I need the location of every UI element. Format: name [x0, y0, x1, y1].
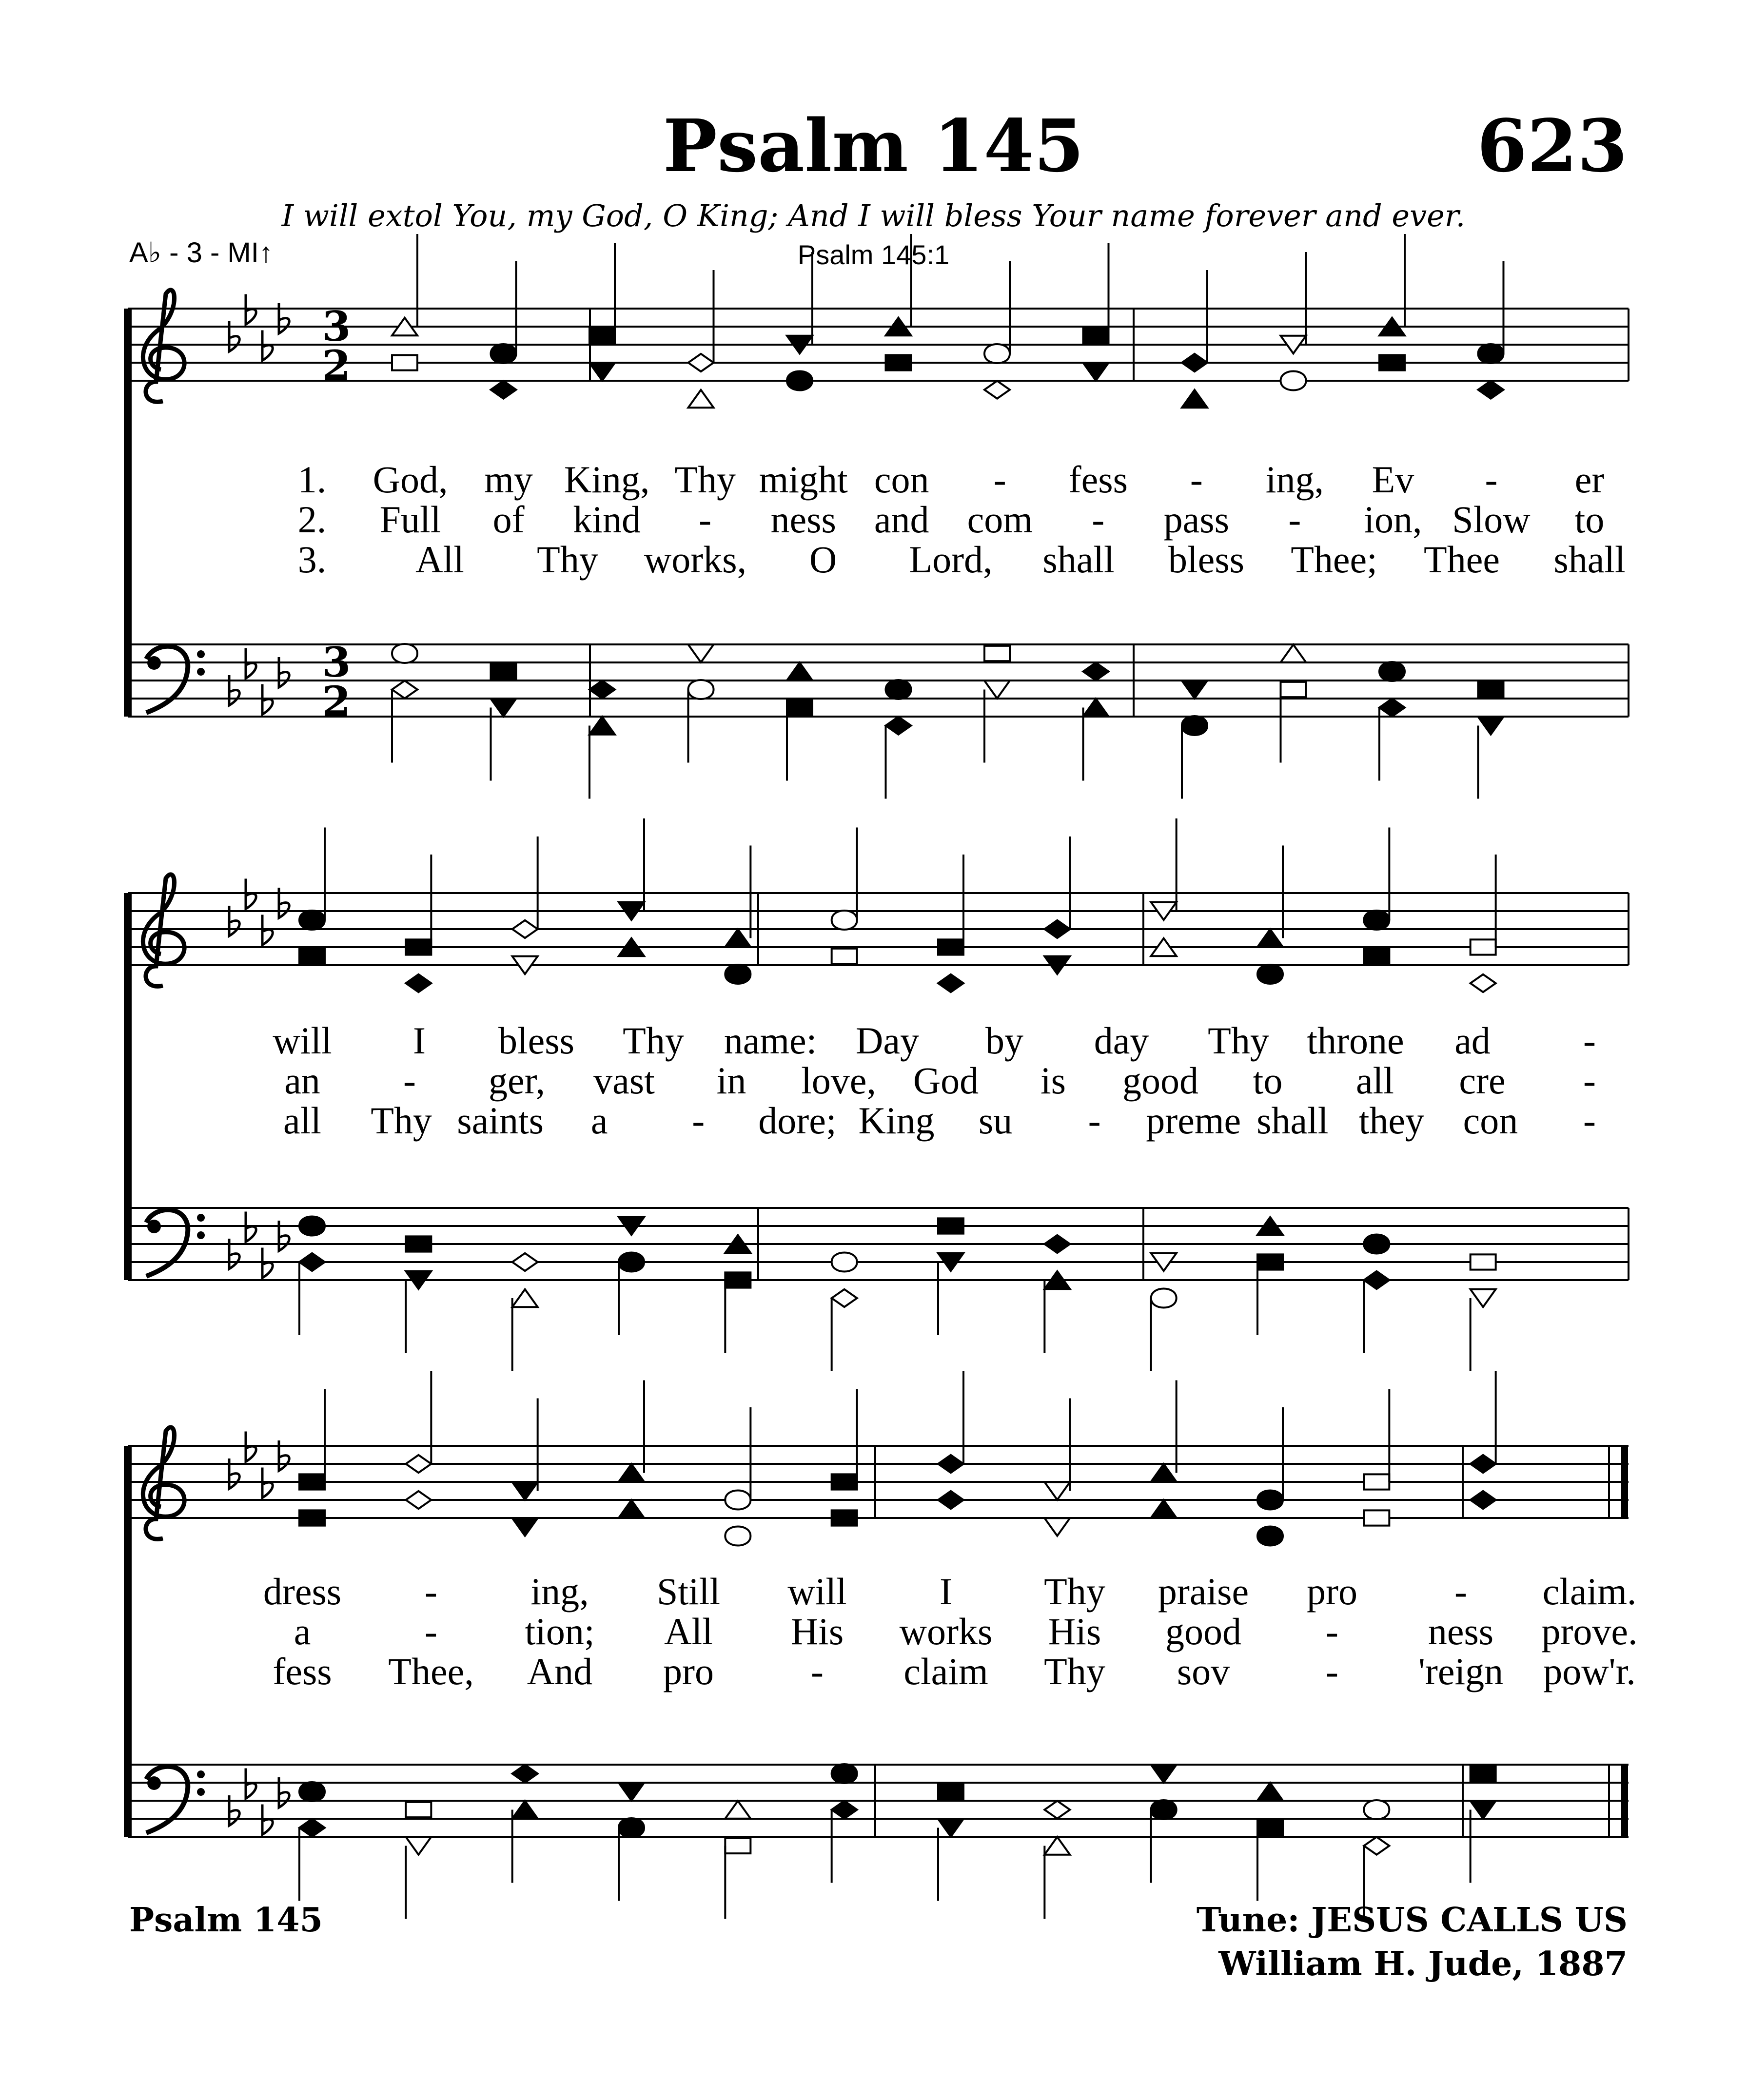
system-1-treble-soprano-11-notehead — [1478, 344, 1504, 363]
system-3-treble-flat-icon — [246, 1432, 256, 1462]
lyric-syllable: they — [1358, 1099, 1424, 1142]
system-2-treble-alto-10-notehead — [1364, 949, 1389, 964]
lyric-syllable: shall — [1256, 1099, 1329, 1142]
lyric-syllable: su — [978, 1099, 1013, 1142]
system-2-treble-soprano-4-notehead — [725, 929, 750, 947]
lyric-syllable: - — [1092, 498, 1105, 541]
hymn-number: 623 — [1477, 103, 1628, 188]
lyric-syllable: O — [809, 538, 837, 581]
scripture-reference: Psalm 145:1 — [797, 239, 950, 270]
lyric-syllable: is — [1040, 1059, 1066, 1102]
lyric-syllable: tion; — [525, 1610, 595, 1653]
system-3-bass-tenor-5-notehead — [832, 1764, 857, 1783]
system-2-bass-flat-icon — [262, 1248, 273, 1278]
treble-clef-icon — [143, 290, 184, 402]
lyric-syllable: good — [1122, 1059, 1198, 1102]
system-1-treble-soprano-6-notehead — [984, 344, 1010, 363]
system-3-treble-soprano-9-notehead — [1257, 1491, 1283, 1510]
lyric-syllable: praise — [1158, 1570, 1249, 1613]
system-3-treble-alto-3-notehead — [619, 1500, 644, 1517]
system-2-bass-bass-8-notehead — [1151, 1289, 1177, 1308]
system-1-bass-bass-0-notehead — [392, 681, 417, 698]
system-3-bass-flat-icon — [262, 1805, 273, 1835]
system-3-bass-tenor-7-notehead — [1044, 1801, 1070, 1818]
system-2-treble-alto-6-notehead — [938, 974, 963, 992]
system-2-treble-flat-icon — [262, 915, 273, 945]
lyric-syllable: God — [913, 1059, 979, 1102]
system-3-treble-soprano-2-notehead — [512, 1482, 538, 1499]
system-2-treble-soprano-9-notehead — [1257, 929, 1283, 947]
system-3-treble-soprano-1-notehead — [406, 1455, 431, 1473]
lyric-syllable: pro — [663, 1650, 714, 1692]
system-3-bass-bass-8-notehead — [1151, 1800, 1177, 1819]
footer-composer: William H. Jude, 1887 — [1218, 1944, 1628, 1983]
system-2-bass-bass-10-notehead — [1364, 1271, 1389, 1289]
system-2-bass-bass-2-notehead — [512, 1289, 538, 1307]
lyric-syllable: by — [985, 1019, 1023, 1062]
lyric-syllable: - — [1583, 1099, 1596, 1142]
system-2-bass-tenor-0-notehead — [299, 1217, 325, 1236]
lyric-syllable: shall — [1553, 538, 1626, 581]
lyric-syllable: and — [874, 498, 929, 541]
lyric-syllable: cre — [1459, 1059, 1506, 1102]
system-2-treble-soprano-10-notehead — [1364, 911, 1389, 930]
bass-clef-dot-icon — [197, 1231, 205, 1239]
system-1-bass-tenor-5-notehead — [886, 680, 911, 699]
footer-text-source: Psalm 145 — [129, 1901, 323, 1940]
system-3-treble-alto-10-notehead — [1364, 1510, 1389, 1525]
system-3-treble-alto-1-notehead — [406, 1491, 431, 1509]
lyric-syllable: con — [1463, 1099, 1518, 1142]
lyric-syllable: in — [716, 1059, 746, 1102]
system-1-treble-soprano-2-notehead — [589, 328, 615, 343]
lyric-syllable: 3. — [297, 538, 327, 581]
system-3-bass-bass-6-notehead — [938, 1819, 963, 1836]
system-1-treble-alto-5-notehead — [886, 355, 911, 370]
system-1-treble-alto-7-notehead — [1083, 363, 1109, 380]
system-3-treble-alto-0-notehead — [299, 1510, 325, 1525]
lyric-syllable: - — [811, 1650, 824, 1692]
lyric-syllable: prove. — [1541, 1610, 1638, 1653]
footer-tune: Tune: JESUS CALLS US — [1196, 1901, 1628, 1940]
treble-clef-icon — [143, 875, 184, 986]
system-3-bass-tenor-6-notehead — [938, 1784, 963, 1799]
lyric-syllable: Thy — [371, 1099, 432, 1142]
lyric-syllable: vast — [593, 1059, 655, 1102]
system-3-bass-tenor-3-notehead — [619, 1783, 644, 1800]
lyric-syllable: works — [899, 1610, 993, 1653]
system-3-treble-alto-2-notehead — [512, 1518, 538, 1536]
system-1-treble-alto-8-notehead — [1182, 390, 1207, 408]
lyric-syllable: His — [790, 1610, 844, 1653]
system-3-treble-flat-icon — [262, 1468, 273, 1498]
lyric-syllable: sov — [1177, 1650, 1230, 1692]
lyric-syllable: God, — [373, 458, 448, 501]
system-2-bass-bass-11-notehead — [1471, 1289, 1496, 1307]
system-1-bass-bass-11-notehead — [1478, 717, 1504, 734]
system-2-bass-bass-0-notehead — [299, 1253, 325, 1271]
system-1-bass-bass-1-notehead — [491, 699, 516, 716]
system-3-bass-bass-3-notehead — [619, 1818, 644, 1837]
system-3-treble-soprano-7-notehead — [1044, 1482, 1070, 1499]
key-info: A♭ - 3 - MI↑ — [129, 237, 273, 269]
lyric-syllable: pro — [1307, 1570, 1357, 1613]
lyric-syllable: pass — [1163, 498, 1230, 541]
bass-clef-icon — [146, 1767, 188, 1833]
system-1-bass-bass-8-notehead — [1182, 716, 1207, 735]
lyric-syllable: 2. — [297, 498, 327, 541]
system-1-treble-soprano-7-notehead — [1083, 328, 1109, 343]
lyric-syllable: all — [283, 1099, 321, 1142]
system-1-treble-soprano-1-notehead — [491, 344, 516, 363]
system-2-bass-bass-4-notehead — [725, 1272, 750, 1287]
lyric-syllable: com — [967, 498, 1033, 541]
system-1-bass-tenor-4-notehead — [787, 662, 812, 680]
system-1-bass-bass-7-notehead — [1083, 699, 1109, 716]
system-3-bass-tenor-9-notehead — [1257, 1783, 1283, 1800]
system-1-bass-bass-5-notehead — [886, 717, 911, 734]
system-3-treble-alto-5-notehead — [832, 1510, 857, 1525]
system-2-treble-soprano-2-notehead — [512, 920, 538, 938]
system-1-bass-flat-icon — [246, 648, 256, 679]
system-3-bass-bass-9-notehead — [1257, 1820, 1283, 1835]
system-1-bass-tenor-0-notehead — [392, 644, 417, 663]
lyric-syllable: preme — [1146, 1099, 1241, 1142]
lyric-syllable: Thy — [1208, 1019, 1269, 1062]
lyric-syllable: And — [527, 1650, 593, 1692]
system-3-treble-soprano-5-notehead — [832, 1474, 857, 1489]
system-3-treble-alto-11-notehead — [1471, 1491, 1496, 1509]
system-3-treble-soprano-3-notehead — [619, 1464, 644, 1481]
lyric-syllable: a — [590, 1099, 608, 1142]
system-1-treble-alto-11-notehead — [1478, 381, 1504, 398]
bass-clef-dot-icon — [147, 1220, 161, 1233]
system-3-bass-bass-10-notehead — [1364, 1837, 1389, 1854]
lyric-syllable: all — [1356, 1059, 1394, 1102]
system-3-bass-bass-4-notehead — [725, 1838, 750, 1853]
system-1-treble-alto-0-notehead — [392, 355, 417, 370]
system-3-bass-tenor-4-notehead — [725, 1801, 750, 1818]
lyric-syllable: Thy — [1044, 1650, 1105, 1692]
system-1-bass-tenor-2-notehead — [589, 681, 615, 698]
system-1-treble-time-numerator: 3 — [322, 302, 351, 350]
system-3-bass-bass-5-notehead — [832, 1801, 857, 1818]
lyric-syllable: love, — [801, 1059, 876, 1102]
lyric-syllable: 1. — [297, 458, 327, 501]
lyric-syllable: Thee; — [1291, 538, 1377, 581]
lyric-syllable: to — [1574, 498, 1605, 541]
system-2-bass-bass-5-notehead — [832, 1289, 857, 1307]
system-2-treble-alto-0-notehead — [299, 949, 325, 964]
lyric-syllable: - — [1326, 1610, 1338, 1653]
lyric-syllable: - — [1454, 1570, 1467, 1613]
system-1-bass-tenor-1-notehead — [491, 664, 516, 679]
bass-clef-icon — [146, 1210, 188, 1276]
lyric-syllable: - — [1485, 458, 1498, 501]
system-2-treble-flat-icon — [246, 879, 256, 909]
treble-clef-icon — [143, 1427, 184, 1539]
lyric-syllable: fess — [1068, 458, 1128, 501]
system-3-bass-bass-7-notehead — [1044, 1837, 1070, 1854]
lyric-syllable: I — [413, 1019, 426, 1062]
lyric-syllable: claim. — [1542, 1570, 1637, 1613]
lyric-syllable: my — [484, 458, 533, 501]
bass-clef-dot-icon — [197, 650, 205, 658]
lyric-syllable: Thy — [1044, 1570, 1105, 1613]
system-3-treble-alto-6-notehead — [938, 1491, 963, 1509]
lyric-syllable: a — [294, 1610, 311, 1653]
lyric-syllable: Thee, — [388, 1650, 474, 1692]
lyric-syllable: ing, — [1265, 458, 1324, 501]
system-2-bass-tenor-11-notehead — [1471, 1254, 1496, 1269]
lyric-syllable: ion, — [1364, 498, 1422, 541]
system-3-treble-soprano-8-notehead — [1151, 1464, 1177, 1481]
lyric-syllable: All — [664, 1610, 713, 1653]
system-2-treble-alto-11-notehead — [1471, 974, 1496, 992]
system-3-bass-tenor-11-notehead — [1471, 1766, 1496, 1781]
lyric-syllable: - — [699, 498, 712, 541]
lyric-syllable: an — [284, 1059, 320, 1102]
system-3-treble-alto-8-notehead — [1151, 1500, 1177, 1517]
lyric-syllable: I — [940, 1570, 952, 1613]
lyric-syllable: Thy — [537, 538, 598, 581]
lyric-syllable: will — [787, 1570, 847, 1613]
lyric-syllable: ing, — [530, 1570, 589, 1613]
system-1-bass-bass-10-notehead — [1379, 699, 1405, 716]
lyric-syllable: Thee — [1424, 538, 1500, 581]
system-2-treble-soprano-11-notehead — [1471, 939, 1496, 954]
system-1-treble-alto-10-notehead — [1379, 355, 1405, 370]
system-2-bass-flat-icon — [246, 1212, 256, 1242]
lyric-syllable: will — [273, 1019, 332, 1062]
lyric-syllable: 'reign — [1418, 1650, 1504, 1692]
system-3-treble-soprano-4-notehead — [725, 1491, 750, 1510]
system-2-treble-soprano-7-notehead — [1044, 920, 1070, 938]
system-3-bass-tenor-1-notehead — [406, 1802, 431, 1817]
system-3-bass-tenor-8-notehead — [1151, 1765, 1177, 1782]
system-1-bass-bass-3-notehead — [688, 680, 714, 699]
lyric-syllable: name: — [724, 1019, 817, 1062]
lyric-syllable: saints — [457, 1099, 544, 1142]
system-1-bass-bass-4-notehead — [787, 700, 812, 715]
system-3-bass-bass-1-notehead — [406, 1837, 431, 1854]
lyric-syllable: claim — [903, 1650, 988, 1692]
lyric-syllable: - — [1583, 1059, 1596, 1102]
lyric-syllable: Day — [856, 1019, 919, 1062]
system-1-bass-tenor-10-notehead — [1379, 662, 1405, 681]
lyric-syllable: might — [759, 458, 848, 501]
lyric-syllable: Still — [656, 1570, 721, 1613]
system-1-bass-tenor-7-notehead — [1083, 662, 1109, 680]
lyric-syllable: - — [692, 1099, 705, 1142]
system-3-treble-soprano-6-notehead — [938, 1455, 963, 1473]
bass-clef-dot-icon — [197, 668, 205, 676]
system-3-bass-tenor-10-notehead — [1364, 1800, 1389, 1819]
system-1-bass-tenor-9-notehead — [1281, 644, 1306, 662]
lyric-syllable: shall — [1042, 538, 1115, 581]
system-1-bass-time-numerator: 3 — [322, 638, 351, 686]
lyric-syllable: throne — [1307, 1019, 1404, 1062]
system-1-bass-tenor-8-notehead — [1182, 681, 1207, 698]
lyric-syllable: bless — [1168, 538, 1244, 581]
system-2-bass-tenor-7-notehead — [1044, 1235, 1070, 1253]
system-3-treble-soprano-0-notehead — [299, 1474, 325, 1489]
system-1-bass-bass-2-notehead — [589, 717, 615, 734]
lyric-syllable: - — [425, 1610, 437, 1653]
system-2-bass-tenor-5-notehead — [832, 1253, 857, 1272]
lyric-syllable: er — [1574, 458, 1605, 501]
lyric-syllable: of — [492, 498, 525, 541]
bass-clef-icon — [146, 646, 188, 713]
lyric-syllable: works, — [644, 538, 747, 581]
system-1-treble-time-denominator: 2 — [322, 341, 351, 389]
bass-clef-dot-icon — [197, 1214, 205, 1222]
system-3-treble-alto-9-notehead — [1257, 1527, 1283, 1546]
system-3-treble-alto-4-notehead — [725, 1527, 750, 1546]
lyric-syllable: ness — [1428, 1610, 1494, 1653]
system-3-bass-bass-0-notehead — [299, 1819, 325, 1836]
system-1-treble-alto-2-notehead — [589, 363, 615, 380]
system-1-treble-flat-icon — [262, 331, 273, 361]
system-1-bass-flat-icon — [262, 684, 273, 715]
lyric-syllable: Ev — [1372, 458, 1414, 501]
system-1-bass-bass-6-notehead — [984, 681, 1010, 698]
system-1-bass-tenor-11-notehead — [1478, 682, 1504, 697]
bass-clef-dot-icon — [197, 1788, 205, 1796]
lyric-syllable: Slow — [1452, 498, 1531, 541]
system-2-treble-soprano-0-notehead — [299, 911, 325, 930]
lyric-syllable: ad — [1454, 1019, 1491, 1062]
system-1-treble-alto-3-notehead — [688, 390, 714, 408]
lyric-syllable: to — [1253, 1059, 1283, 1102]
system-1-treble-alto-4-notehead — [787, 371, 812, 390]
system-1-bass-tenor-3-notehead — [688, 644, 714, 662]
system-2-bass-tenor-2-notehead — [512, 1253, 538, 1271]
system-2-treble-soprano-5-notehead — [832, 911, 857, 930]
system-3-treble-soprano-11-notehead — [1471, 1455, 1496, 1473]
lyric-syllable: - — [1326, 1650, 1338, 1692]
system-3-bass-tenor-2-notehead — [512, 1765, 538, 1782]
system-1-bass-tenor-6-notehead — [984, 646, 1010, 661]
system-3-treble-soprano-10-notehead — [1364, 1474, 1389, 1489]
lyric-syllable: - — [425, 1570, 437, 1613]
lyric-syllable: fess — [273, 1650, 332, 1692]
lyric-syllable: His — [1048, 1610, 1101, 1653]
system-1-treble-soprano-3-notehead — [688, 354, 714, 371]
lyric-syllable: Thy — [623, 1019, 684, 1062]
system-2-treble-soprano-1-notehead — [406, 939, 431, 954]
lyric-syllable: day — [1094, 1019, 1149, 1062]
system-1-treble-flat-icon — [246, 294, 256, 325]
lyric-syllable: Lord, — [909, 538, 993, 581]
system-1-treble-alto-9-notehead — [1281, 371, 1306, 390]
system-2-treble-alto-9-notehead — [1257, 965, 1283, 984]
lyric-syllable: ness — [770, 498, 836, 541]
system-3-bass-tenor-0-notehead — [299, 1782, 325, 1801]
system-2-bass-bass-3-notehead — [619, 1253, 644, 1272]
system-2-bass-tenor-6-notehead — [938, 1218, 963, 1233]
system-1-treble-soprano-8-notehead — [1182, 354, 1207, 371]
lyric-syllable: bless — [498, 1019, 574, 1062]
lyric-syllable: - — [403, 1059, 416, 1102]
bass-clef-dot-icon — [197, 1770, 205, 1778]
system-3-treble-alto-7-notehead — [1044, 1518, 1070, 1536]
system-1-bass-bass-9-notehead — [1281, 682, 1306, 697]
lyric-syllable: dress — [263, 1570, 342, 1613]
system-2-treble-alto-5-notehead — [832, 949, 857, 964]
system-2-treble-alto-4-notehead — [725, 965, 750, 984]
lyric-syllable: - — [1288, 498, 1301, 541]
lyric-syllable: Full — [379, 498, 441, 541]
lyric-syllable: King, — [564, 458, 650, 501]
system-2-bass-bass-9-notehead — [1257, 1254, 1283, 1269]
epigraph: I will extol You, my God, O King; And I will bless Your name forever and ever. — [281, 198, 1466, 233]
system-1-treble-alto-1-notehead — [491, 381, 516, 398]
bass-clef-dot-icon — [147, 1776, 161, 1790]
lyric-syllable: kind — [573, 498, 641, 541]
system-2-treble-soprano-6-notehead — [938, 939, 963, 954]
bass-clef-dot-icon — [147, 656, 161, 670]
system-3-bass-flat-icon — [246, 1769, 256, 1799]
system-1-bass-time-denominator: 2 — [322, 677, 351, 725]
lyric-syllable: All — [415, 538, 464, 581]
lyric-syllable: ger, — [489, 1059, 545, 1102]
system-2-treble-alto-1-notehead — [406, 974, 431, 992]
lyric-syllable: - — [1190, 458, 1203, 501]
lyric-syllable: good — [1165, 1610, 1241, 1653]
lyric-syllable: con — [874, 458, 929, 501]
hymn-title: Psalm 145 — [663, 103, 1084, 188]
system-1-treble-alto-6-notehead — [984, 381, 1010, 398]
lyric-syllable: - — [1583, 1019, 1596, 1062]
system-3-bass-bass-2-notehead — [512, 1801, 538, 1818]
system-2-bass-tenor-10-notehead — [1364, 1235, 1389, 1254]
lyric-syllable: - — [993, 458, 1006, 501]
lyric-syllable: pow'r. — [1543, 1650, 1636, 1692]
system-3-bass-bass-11-notehead — [1471, 1801, 1496, 1818]
lyric-syllable: dore; — [758, 1099, 837, 1142]
lyric-syllable: - — [1088, 1099, 1101, 1142]
lyric-syllable: King — [858, 1099, 935, 1142]
system-2-bass-tenor-1-notehead — [406, 1236, 431, 1251]
lyric-syllable: Thy — [674, 458, 736, 501]
